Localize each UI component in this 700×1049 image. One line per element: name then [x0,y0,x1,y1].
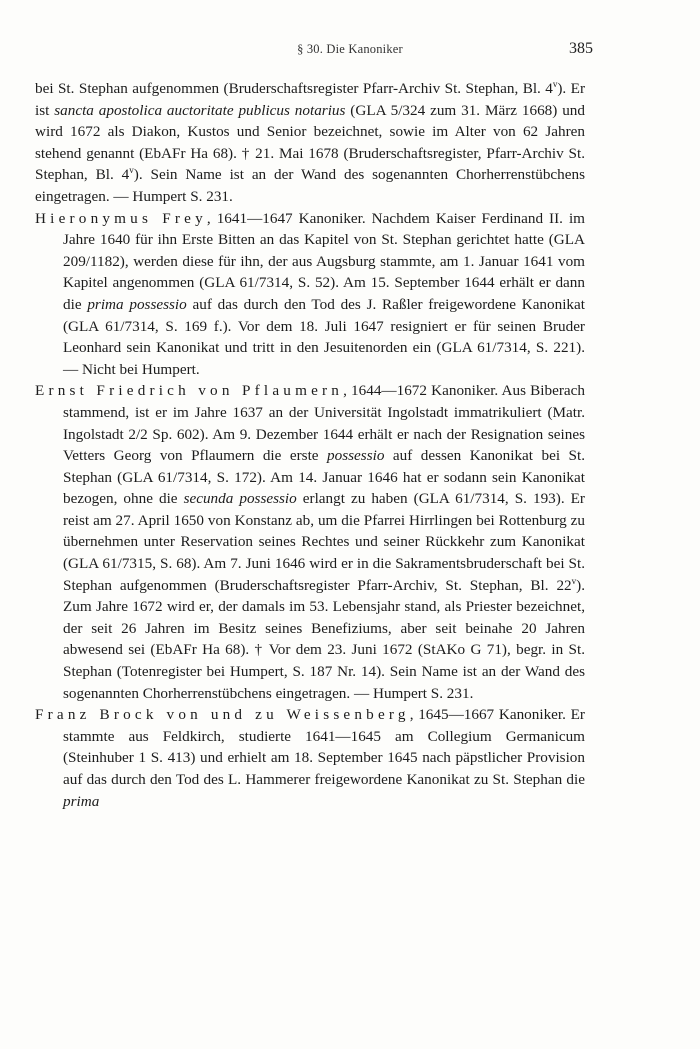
running-header [0,40,700,64]
verso-superscript: v [571,575,577,586]
latin-term: secunda possessio [183,490,297,508]
canon-entry [35,380,585,704]
text-run: erlangt zu haben (GLA 61/7314, S. 193). Er reist am 27. April 1650 von Konstanz ab, um die Pfarrei Hirrlingen bei Rottenburg zu übernehmen unter Reservation seines Rechtes und seiner Rückkehr zum Kanonikat (GLA 61/7315, S. 68). Am 7. Juni 1646 wird er in die Sakramentsbruderschaft bei St. Stephan aufgenommen (Bruderschaftsregister Pfarr-Archiv, St. Stephan, Bl. 22 [63,490,585,594]
person-name: Ernst Friedrich von Pflaumern [35,382,344,400]
text-run: ). Sein Name ist an der Wand des sogenannten Chorherrenstübchens eingetragen. — Humpert S. 231. [35,166,586,205]
canon-entry [35,208,585,381]
text-run: ). Er ist [35,80,585,119]
continuation-paragraph [35,78,585,208]
body-text [35,78,585,812]
verso-superscript: v [129,165,134,176]
text-run: , 1641—1647 Kanoniker. Nachdem Kaiser Ferdinand II. im Jahre 1640 für ihn Erste Bitten an das Kapitel von St. Stephan gerichtet hatte (GLA 209/1182), werden diese für ihn, der aus Augsburg stammte, am 1. Januar 1641 vom Kapitel angenommen (GLA 61/7314, S. 52). Am 15. September 1644 erhält er dann die [63,209,585,313]
verso-superscript: v [552,78,558,89]
latin-term: prima [63,792,100,810]
text-run: , 1645—1667 Kanoniker. Er stammte aus Feldkirch, studierte 1641—1645 am Collegium Germanicum (Steinhuber 1 S. 413) und erhielt am 18. September 1645 nach päpstlicher Provision auf das durch den Tod des L. Hammerer freigewordene Kanonikat zu St. Stephan die [63,706,585,788]
canon-entry [35,704,585,812]
latin-term: prima possessio [87,295,187,313]
person-name: Franz Brock von und zu Weissenberg [35,706,410,724]
page-number: 385 [569,40,593,57]
text-run: bei St. Stephan aufgenommen (Bruderschaftsregister Pfarr-Archiv St. Stephan, Bl. 4 [35,80,553,97]
text-run: auf dessen Kanonikat bei St. Stephan (GLA 61/7314, S. 172). Am 14. Januar 1646 hat er sodann sein Kanonikat bezogen, ohne die [63,447,586,508]
text-run: (GLA 5/324 zum 31. März 1668) und wird 1672 als Diakon, Kustos und Senior bezeichnet, sowie im Alter von 62 Jahren stehend genannt (EbAFr Ha 68). † 21. Mai 1678 (Bruderschaftsregister, Pfarr-Archiv St. Stephan, Bl. 4 [35,101,585,184]
latin-term: sancta apostolica auctoritate publicus notarius [54,101,346,119]
text-run: auf das durch den Tod des J. Raßler freigewordene Kanonikat (GLA 61/7314, S. 169 f.). Vor dem 18. Juli 1647 resigniert er für seinen Bruder Leonhard sein Kanonikat und tritt in den Jesuitenorden ein (GLA 61/7314, S. 221). — Nicht bei Humpert. [63,295,585,378]
person-name: Hieronymus Frey [35,209,207,227]
text-run: ). Zum Jahre 1672 wird er, der damals im 53. Lebensjahr stand, als Priester bezeichnet, der seit 26 Jahren im Besitz seines Benefiziums, aber seit beinahe 20 Jahren abwesend sei (EbAFr Ha 68). † Vor dem 23. Juni 1672 (StAKo G 71), begr. in St. Stephan (Totenregister bei Humpert, S. 187 Nr. 14). Sein Name ist an der Wand des sogenannten Chorherrenstübchens eingetragen. — Humpert S. 231. [63,576,585,702]
section-title: § 30. Die Kanoniker [297,42,403,56]
text-run: , 1644—1672 Kanoniker. Aus Biberach stammend, ist er im Jahre 1637 an der Universität Ingolstadt immatrikuliert (Matr. Ingolstadt 2/2 Sp. 602). Am 9. Dezember 1644 erhält er nach der Resignation seines Vetters Georg von Pflaumern die erste [63,382,585,465]
latin-term: possessio [327,447,385,465]
